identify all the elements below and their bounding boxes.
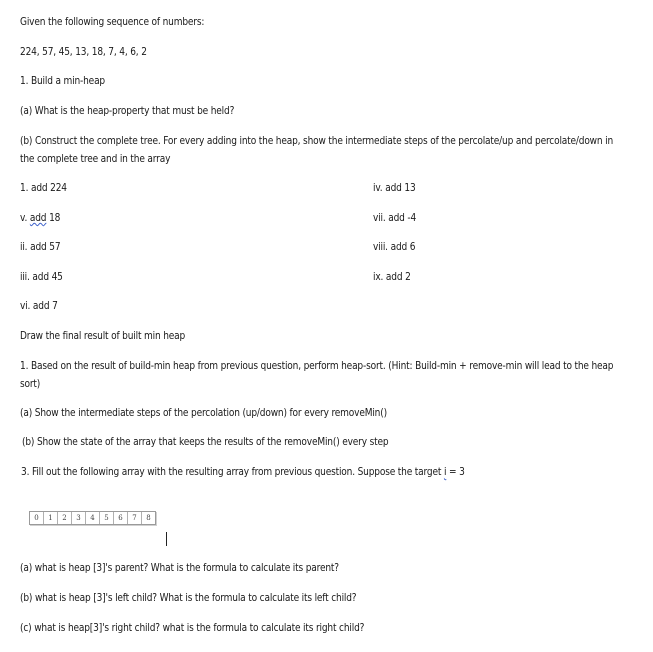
draw-final-line: Draw the final result of built min heap bbox=[20, 330, 186, 342]
step-left-4: vi. add 7 bbox=[20, 300, 58, 312]
question-3a: (a) what is heap [3]'s parent? What is the formula to calculate its parent? bbox=[20, 562, 339, 574]
array-cell: 2 bbox=[58, 512, 72, 524]
array-cell: 4 bbox=[86, 512, 100, 524]
question-2-title: 1. Based on the result of build-min heap from previous question, perform heap-sort. (Hint: Build-min + remove-min will lead to the heap sort) bbox=[20, 360, 614, 390]
target-variable: i bbox=[443, 466, 447, 478]
text-cursor[interactable] bbox=[166, 532, 167, 546]
array-cell: 0 bbox=[30, 512, 44, 524]
step-right-0: iv. add 13 bbox=[373, 182, 416, 194]
question-2b: (b) Show the state of the array that keeps the results of the removeMin() every step bbox=[22, 436, 389, 448]
step-left-1: v. add 18 bbox=[20, 212, 61, 224]
question-3b: (b) what is heap [3]'s left child? What is the formula to calculate its left child? bbox=[20, 592, 357, 604]
step-right-3: ix. add 2 bbox=[373, 271, 411, 283]
question-3c: (c) what is heap[3]'s right child? what is the formula to calculate its right child? bbox=[20, 622, 365, 634]
intro-line: Given the following sequence of numbers: bbox=[20, 16, 205, 28]
index-array bbox=[29, 511, 156, 525]
question-1-title: 1. Build a min-heap bbox=[20, 75, 105, 87]
array-cell: 3 bbox=[72, 512, 86, 524]
array-cell: 8 bbox=[146, 514, 151, 522]
question-1b: (b) Construct the complete tree. For every adding into the heap, show the intermediate steps of the percolate/up and percolate/down in the complete tree and in the array bbox=[20, 135, 614, 165]
step-left-3: iii. add 45 bbox=[20, 271, 63, 283]
array-cell: 5 bbox=[100, 512, 114, 524]
array-cell: 7 bbox=[128, 512, 142, 524]
array-cell: 1 bbox=[44, 512, 58, 524]
question-3-title: 3. Fill out the following array with the resulting array from previous question. Suppose the target i = 3 bbox=[21, 466, 465, 478]
array-cell: 6 bbox=[114, 512, 128, 524]
step-left-0: 1. add 224 bbox=[20, 182, 67, 194]
question-2a: (a) Show the intermediate steps of the percolation (up/down) for every removeMin() bbox=[20, 407, 387, 419]
spellcheck-word: add bbox=[29, 212, 47, 224]
question-1a: (a) What is the heap-property that must be held? bbox=[20, 105, 235, 117]
step-right-2: viii. add 6 bbox=[373, 241, 416, 253]
step-right-1: vii. add -4 bbox=[373, 212, 417, 224]
step-left-2: ii. add 57 bbox=[20, 241, 61, 253]
number-sequence: 224, 57, 45, 13, 18, 7, 4, 6, 2 bbox=[20, 46, 147, 58]
